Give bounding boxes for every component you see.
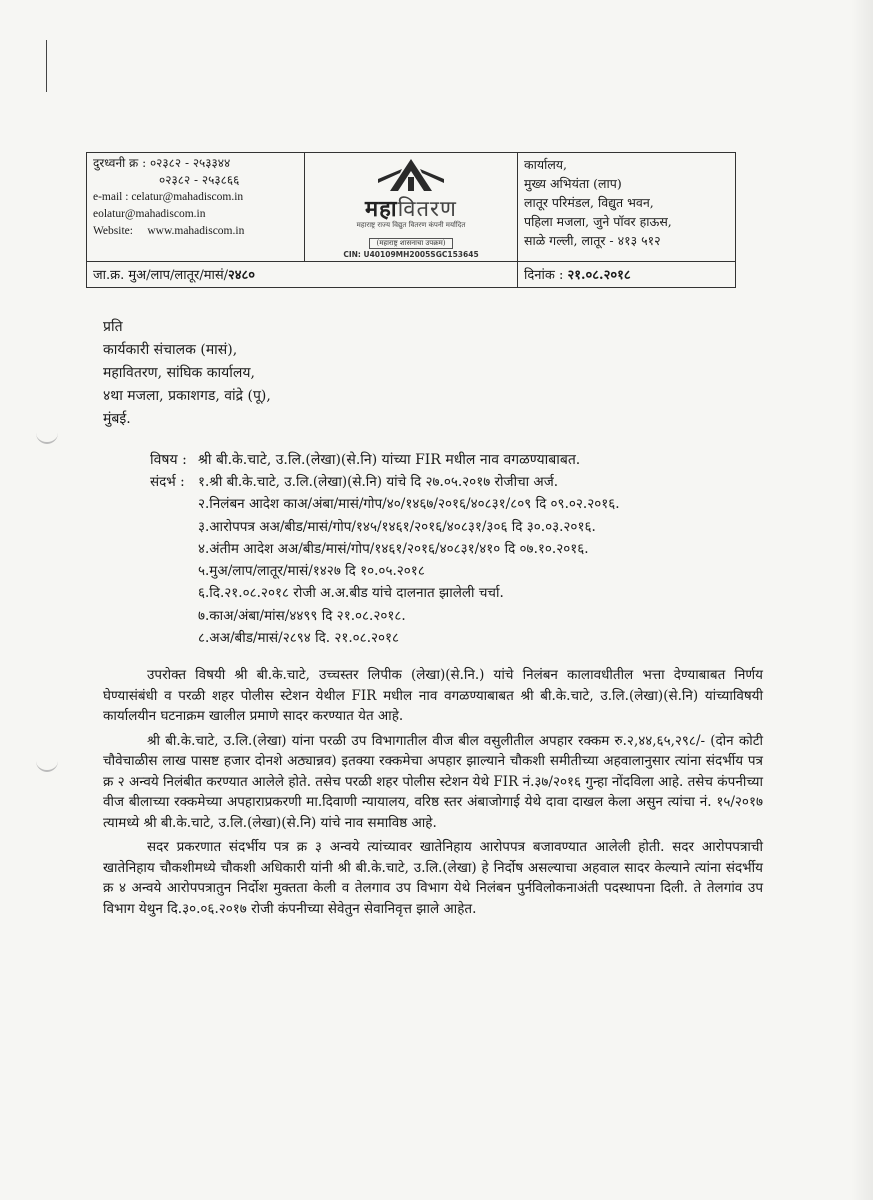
email-line-2 xyxy=(93,206,298,223)
body-paragraph-1: उपरोक्त विषयी श्री बी.के.चाटे, उच्चस्तर लिपीक (लेखा)(से.नि.) यांचे निलंबन कालावधीतील भत्ता देण्याबाबत निर्णय घेण्यासंबंधी व परळी शहर पोलीस स्टेशन येथील FIR मधील नाव वगळण्याबाबत श्री बी.के.चाटे, उ.लि.(लेखा)(से.नि) यांच्याविषयी कार्यालयीन घटनाक्रम खालील प्रमाणे सादर करण्यात येत आहे. xyxy=(103,667,763,724)
body-paragraph-3: सदर प्रकरणात संदर्भीय पत्र क्र ३ अन्वये त्यांच्यावर खातेनिहाय आरोपपत्र बजावण्यात आलेली होती. सदर आरोपपत्राची खातेनिहाय चौकशीमध्ये चौकशी अधिकारी यांनी श्री बी.के.चाटे, उ.लि.(लेखा) हे निर्दोष असल्याचा अहवाल सादर केल्याने त्यांना संदर्भीय क्र ४ अन्वये आरोपपत्रातुन निर्दोश मुक्तता केली व तेलगाव उप विभाग येथे निलंबन पुर्नविलोकनाअंती पदस्थापना दिली. ते तेलगांव उप विभाग येथुन दि.३०.०६.२०१७ रोजी कंपनीच्या सेवेतुन सेवानिवृत्त झाले आहेत. xyxy=(103,839,763,917)
references: संदर्भ : १.श्री बी.के.चाटे, उ.लि.(लेखा)(से.नि) यांचे दि २७.०५.२०१७ रोजीचा अर्ज. २.निलंबन आदेश काअ/अंबा/मासं/गोप/४०/१४६७/२०१६/४०८३१/८०९ दि ०९.०२.२०१६. ३.आरोपपत्र अअ/बीड/मासं/गोप/१४५/१४६१/२०१६/४०८३१/३०६ दि ३०.०३.२०१६. ४.अंतीम आदेश अअ/बीड/मासं/गोप/१४६१/२०१६/४०८३१/४१० दि ०७.१०.२०१६. ५.मुअ/लाप/लातूर/मासं/१४२७ दि १०.०५.२०१८ ६.दि.२१.०८.२०१८ रोजी अ.अ.बीड यांचे दालनात झालेली चर्चा. ७.काअ/अंबा/मांस/४४९९ दि २१.०८.२०१८. ८.अअ/बीड/मासं/२८९४ दि. २१.०८.२०१८ xyxy=(150,471,620,649)
website: www.mahadiscom.in xyxy=(147,225,245,237)
phone-line-1: दुरध्वनी क्र : ०२३८२ - २५३३४४ xyxy=(93,156,231,170)
email-2: eolatur@mahadiscom.in xyxy=(93,208,206,220)
email-1: celatur@mahadiscom.in xyxy=(131,191,244,203)
recipient-address: प्रति कार्यकारी संचालक (मासं), महावितरण, सांघिक कार्यालय, ४था मजला, प्रकाशगड, वांद्रे (पू), मुंबई. xyxy=(103,319,271,427)
cin-number: CIN: U40109MH2005SGC153645 xyxy=(343,250,479,259)
subject-text: श्री बी.के.चाटे, उ.लि.(लेखा)(से.नि) यांच्या FIR मधील नाव वगळण्याबाबत. xyxy=(198,452,581,468)
subject-line: विषय : श्री बी.के.चाटे, उ.लि.(लेखा)(से.नि) यांच्या FIR मधील नाव वगळण्याबाबत. xyxy=(150,452,581,468)
letter-date: दिनांक : २१.०८.२०१८ xyxy=(518,262,736,288)
reference-item: ५.मुअ/लाप/लातूर/मासं/१४२७ दि १०.०५.२०१८ xyxy=(198,563,425,580)
reference-item: ३.आरोपपत्र अअ/बीड/मासं/गोप/१४५/१४६१/२०१६/४०८३१/३०६ दि ३०.०३.२०१६. xyxy=(198,518,596,535)
letter-body xyxy=(103,665,763,923)
reference-item: २.निलंबन आदेश काअ/अंबा/मासं/गोप/४०/१४६७/२०१६/४०८३१/८०९ दि ०९.०२.२०१६. xyxy=(198,496,620,513)
edge-mark xyxy=(46,40,47,92)
reference-number: जा.क्र. मुअ/लाप/लातूर/मासं/२४८० xyxy=(87,262,518,288)
reference-list xyxy=(198,471,620,649)
punch-hole xyxy=(36,428,58,444)
reference-item: ४.अंतीम आदेश अअ/बीड/मासं/गोप/१४६१/२०१६/४०८३१/४१० दि ०७.१०.२०१६. xyxy=(198,540,589,557)
email-line-1: e-mail : celatur@mahadiscom.in xyxy=(93,191,244,203)
tower-icon xyxy=(376,157,446,193)
body-paragraph-2: श्री बी.के.चाटे, उ.लि.(लेखा) यांना परळी उप विभागातील वीज बील वसुलीतील अपहार रक्कम रु.२,४४,६५,२९८/- (दोन कोटी चौवेचाळीस लाख पासष्ट हजार दोनशे अठ्यान्नव) इतक्या रक्कमेचा अपहार झाल्याने चौकशी समीतीच्या अहवालानुसार त्यांना संदर्भीय पत्र क्र २ अन्वये निलंबीत करण्यात आलेले होते. तसेच परळी शहर पोलीस स्टेशन येथे FIR नं.३७/२०१६ गुन्हा नोंदविला आहे. तसेच कंपनीच्या वीज बीलाच्या रक्कमेच्या अपहाराप्रकरणी मा.दिवाणी न्यायालय, वरिष्ठ स्तर अंबाजोगाई येथे दावा दाखल केला असुन त्यांचा नं. १५/२०१७ त्यामध्ये श्री बी.के.चाटे, उ.लि.(लेखा)(से.नि) यांचे नाव समाविष्ठ आहे. xyxy=(103,732,763,831)
office-address: कार्यालय, मुख्य अभियंता (लाप) लातूर परिमंडल, विद्युत भवन, पहिला मजला, जुने पॉवर हाऊस, साळे गल्ली, लातूर - ४१३ ५१२ xyxy=(518,153,736,262)
reference-item: ८.अअ/बीड/मासं/२८९४ दि. २१.०८.२०१८ xyxy=(198,630,400,647)
reference-item: ६.दि.२१.०८.२०१८ रोजी अ.अ.बीड यांचे दालनात झालेली चर्चा. xyxy=(198,585,504,602)
brand-name: महावितरण xyxy=(365,196,457,222)
reference-item: १.श्री बी.के.चाटे, उ.लि.(लेखा)(से.नि) यांचे दि २७.०५.२०१७ रोजीचा अर्ज. xyxy=(198,474,559,490)
phone-1: ०२३८२ - २५३३४४ xyxy=(149,156,231,170)
logo-block xyxy=(305,153,518,262)
undertaking-label: (महाराष्ट्र शासनाचा उपक्रम) xyxy=(369,238,452,249)
contact-block xyxy=(87,153,305,262)
letterhead xyxy=(86,152,736,288)
punch-hole xyxy=(36,756,58,772)
phone-2: ०२३८२ - २५३८६६ xyxy=(159,173,240,187)
website-line: Website: www.mahadiscom.in xyxy=(93,225,245,237)
brand-tagline: महाराष्ट्र राज्य विद्युत वितरण कंपनी मर्यादित xyxy=(356,221,466,229)
reference-item: ७.काअ/अंबा/मांस/४४९९ दि २१.०८.२०१८. xyxy=(198,607,406,624)
phone-line-2 xyxy=(93,172,298,189)
page-edge-shadow xyxy=(851,0,873,1200)
